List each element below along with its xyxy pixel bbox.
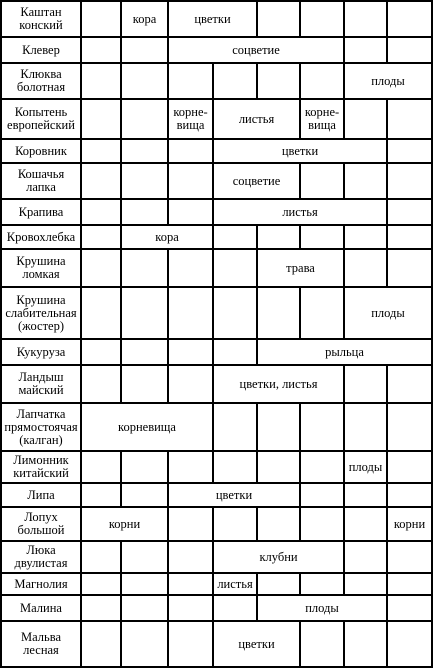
harvest-part-cell: цветки <box>213 139 387 163</box>
empty-cell <box>121 595 168 621</box>
table-row <box>1 37 432 63</box>
empty-cell <box>168 163 213 199</box>
plant-name: Коровник <box>1 139 81 163</box>
empty-cell <box>121 483 168 507</box>
harvest-part-cell: цветки <box>168 1 257 37</box>
table-row <box>1 573 432 595</box>
empty-cell <box>121 139 168 163</box>
empty-cell <box>213 595 257 621</box>
empty-cell <box>257 1 300 37</box>
harvest-part-cell: цветки <box>213 621 300 667</box>
empty-cell <box>168 249 213 287</box>
empty-cell <box>81 163 121 199</box>
empty-cell <box>387 199 432 225</box>
table-row <box>1 99 432 139</box>
empty-cell <box>168 63 213 99</box>
table-row <box>1 163 432 199</box>
empty-cell <box>121 621 168 667</box>
empty-cell <box>168 365 213 403</box>
empty-cell <box>121 451 168 483</box>
empty-cell <box>121 63 168 99</box>
empty-cell <box>121 99 168 139</box>
empty-cell <box>257 507 300 541</box>
plant-name: Клевер <box>1 37 81 63</box>
empty-cell <box>344 365 387 403</box>
table-row <box>1 483 432 507</box>
empty-cell <box>81 37 121 63</box>
table-row <box>1 541 432 573</box>
empty-cell <box>81 365 121 403</box>
harvest-part-cell: трава <box>257 249 344 287</box>
empty-cell <box>81 451 121 483</box>
empty-cell <box>168 287 213 339</box>
empty-cell <box>168 573 213 595</box>
plant-name: Каштан конский <box>1 1 81 37</box>
empty-cell <box>300 63 344 99</box>
empty-cell <box>300 451 344 483</box>
table-row <box>1 507 432 541</box>
empty-cell <box>300 483 344 507</box>
harvest-part-cell: корни <box>387 507 432 541</box>
harvest-part-cell: листья <box>213 199 387 225</box>
table-row <box>1 365 432 403</box>
empty-cell <box>121 249 168 287</box>
harvest-part-cell: соцветие <box>168 37 344 63</box>
plant-name: Мальва лесная <box>1 621 81 667</box>
empty-cell <box>387 37 432 63</box>
empty-cell <box>168 621 213 667</box>
empty-cell <box>81 573 121 595</box>
plant-name: Крушина слабительная (жостер) <box>1 287 81 339</box>
table-body <box>1 1 432 667</box>
harvest-part-cell: соцветие <box>213 163 300 199</box>
plant-name: Люка двулистая <box>1 541 81 573</box>
empty-cell <box>81 139 121 163</box>
empty-cell <box>81 99 121 139</box>
table-row <box>1 225 432 249</box>
empty-cell <box>121 339 168 365</box>
empty-cell <box>257 403 300 451</box>
plant-name: Ландыш майский <box>1 365 81 403</box>
empty-cell <box>81 287 121 339</box>
empty-cell <box>213 249 257 287</box>
empty-cell <box>387 595 432 621</box>
empty-cell <box>300 1 344 37</box>
empty-cell <box>344 573 387 595</box>
empty-cell <box>121 573 168 595</box>
empty-cell <box>213 403 257 451</box>
plant-name: Кошачья лапка <box>1 163 81 199</box>
harvest-part-cell: корне-вища <box>168 99 213 139</box>
empty-cell <box>344 507 387 541</box>
empty-cell <box>387 139 432 163</box>
empty-cell <box>387 365 432 403</box>
empty-cell <box>81 225 121 249</box>
table-row <box>1 199 432 225</box>
empty-cell <box>300 163 344 199</box>
empty-cell <box>257 63 300 99</box>
harvest-part-cell: корне-вища <box>300 99 344 139</box>
empty-cell <box>387 403 432 451</box>
table-row <box>1 595 432 621</box>
harvest-part-cell: корневища <box>81 403 213 451</box>
plant-name: Магнолия <box>1 573 81 595</box>
empty-cell <box>387 541 432 573</box>
empty-cell <box>344 483 387 507</box>
plant-name: Кукуруза <box>1 339 81 365</box>
empty-cell <box>344 99 387 139</box>
empty-cell <box>344 621 387 667</box>
harvest-part-cell: плоды <box>344 451 387 483</box>
empty-cell <box>300 225 344 249</box>
empty-cell <box>257 573 300 595</box>
empty-cell <box>387 451 432 483</box>
harvest-part-cell: цветки, листья <box>213 365 344 403</box>
harvest-part-cell: корни <box>81 507 168 541</box>
empty-cell <box>81 199 121 225</box>
empty-cell <box>300 403 344 451</box>
empty-cell <box>81 249 121 287</box>
empty-cell <box>121 163 168 199</box>
table-row <box>1 1 432 37</box>
empty-cell <box>121 541 168 573</box>
empty-cell <box>344 1 387 37</box>
plant-name: Лопух большой <box>1 507 81 541</box>
empty-cell <box>213 225 257 249</box>
empty-cell <box>344 163 387 199</box>
empty-cell <box>387 483 432 507</box>
empty-cell <box>81 63 121 99</box>
empty-cell <box>168 451 213 483</box>
empty-cell <box>168 139 213 163</box>
plant-name: Кровохлебка <box>1 225 81 249</box>
plant-name: Лапчатка прямостоячая (калган) <box>1 403 81 451</box>
empty-cell <box>213 63 257 99</box>
plant-name: Копытень европейский <box>1 99 81 139</box>
empty-cell <box>168 541 213 573</box>
empty-cell <box>344 403 387 451</box>
table-row <box>1 621 432 667</box>
empty-cell <box>168 199 213 225</box>
harvest-part-cell: клубни <box>213 541 344 573</box>
harvest-part-cell: плоды <box>344 287 432 339</box>
empty-cell <box>387 163 432 199</box>
empty-cell <box>387 621 432 667</box>
plant-name: Крапива <box>1 199 81 225</box>
harvest-part-cell: плоды <box>344 63 432 99</box>
empty-cell <box>213 339 257 365</box>
empty-cell <box>387 249 432 287</box>
harvest-part-cell: цветки <box>168 483 300 507</box>
empty-cell <box>257 225 300 249</box>
table-row <box>1 339 432 365</box>
table-row <box>1 287 432 339</box>
empty-cell <box>121 365 168 403</box>
empty-cell <box>121 199 168 225</box>
empty-cell <box>121 287 168 339</box>
empty-cell <box>81 621 121 667</box>
empty-cell <box>168 507 213 541</box>
empty-cell <box>168 595 213 621</box>
plant-name: Лимонник китайский <box>1 451 81 483</box>
empty-cell <box>344 225 387 249</box>
empty-cell <box>81 541 121 573</box>
empty-cell <box>81 483 121 507</box>
empty-cell <box>81 595 121 621</box>
harvest-part-cell: кора <box>121 1 168 37</box>
table-row <box>1 403 432 451</box>
empty-cell <box>300 507 344 541</box>
empty-cell <box>387 1 432 37</box>
empty-cell <box>257 451 300 483</box>
empty-cell <box>344 541 387 573</box>
empty-cell <box>300 621 344 667</box>
empty-cell <box>387 99 432 139</box>
empty-cell <box>213 287 257 339</box>
empty-cell <box>121 37 168 63</box>
harvest-part-cell: плоды <box>257 595 387 621</box>
empty-cell <box>257 287 300 339</box>
empty-cell <box>213 507 257 541</box>
empty-cell <box>81 1 121 37</box>
harvest-part-cell: листья <box>213 573 257 595</box>
empty-cell <box>344 37 387 63</box>
table-row <box>1 451 432 483</box>
empty-cell <box>300 573 344 595</box>
empty-cell <box>213 451 257 483</box>
plant-name: Малина <box>1 595 81 621</box>
empty-cell <box>387 225 432 249</box>
empty-cell <box>387 573 432 595</box>
empty-cell <box>344 249 387 287</box>
plant-name: Клюква болотная <box>1 63 81 99</box>
empty-cell <box>300 287 344 339</box>
table-row <box>1 63 432 99</box>
plant-name: Липа <box>1 483 81 507</box>
table-row <box>1 249 432 287</box>
table-row <box>1 139 432 163</box>
empty-cell <box>168 339 213 365</box>
empty-cell <box>81 339 121 365</box>
harvest-part-cell: листья <box>213 99 300 139</box>
harvest-part-cell: рыльца <box>257 339 432 365</box>
harvest-part-cell: кора <box>121 225 213 249</box>
plant-name: Крушина ломкая <box>1 249 81 287</box>
